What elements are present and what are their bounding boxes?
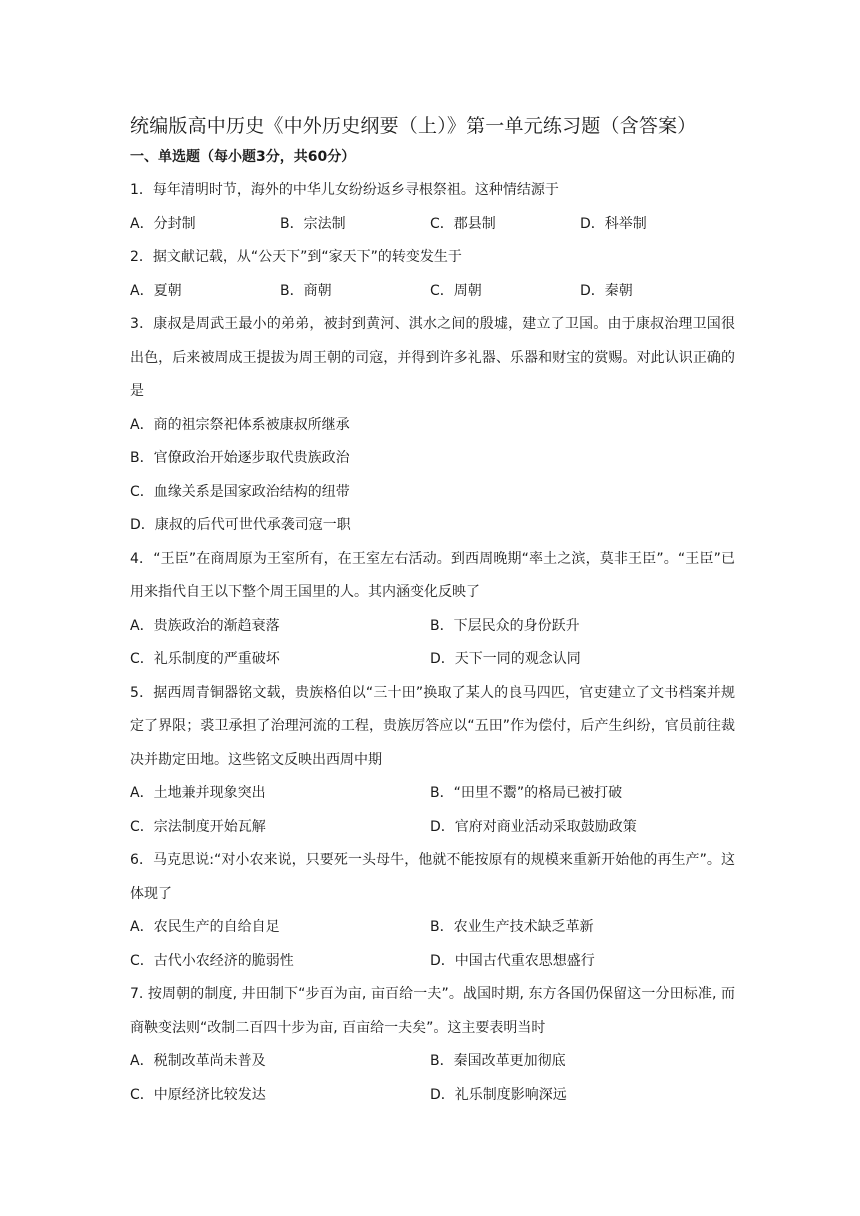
option-letter: B． — [430, 785, 454, 801]
option-text: 秦国改革更加彻底 — [453, 1053, 566, 1069]
option-text: 血缘关系是国家政治结构的纽带 — [153, 483, 350, 500]
answer-options — [130, 911, 735, 978]
option-letter: C． — [130, 651, 154, 667]
option-text: 宗法制 — [303, 215, 346, 232]
answer-option-a — [130, 275, 280, 309]
question-stem: 1．每年清明时节，海外的中华儿女纷纷返乡寻根祭祖。这种情结源于 — [130, 182, 559, 198]
option-text: 中国古代重农思想盛行 — [454, 952, 595, 969]
option-text: 宗法制度开始瓦解 — [153, 818, 266, 835]
answer-option-b — [430, 911, 730, 945]
option-letter: B． — [430, 1053, 454, 1069]
answer-options — [130, 777, 735, 844]
answer-option-c — [430, 208, 580, 242]
option-letter: A． — [130, 785, 154, 801]
answer-option-a — [130, 610, 430, 644]
answer-options — [130, 409, 735, 543]
question-stem: 5．据西周青铜器铭文载，贵族格伯以“三十田”换取了某人的良马四匹，官吏建立了文书档案并规定了界限；裘卫承担了治理河流的工程，贵族厉答应以“五田”作为偿付，后产生纠纷，官员前往裁决并勘定田地。这些铭文反映出西周中期 — [130, 684, 735, 768]
answer-options — [130, 208, 735, 242]
question-stem: 3．康叔是周武王最小的弟弟，被封到黄河、淇水之间的殷墟，建立了卫国。由于康叔治理卫国很出色，后来被周成王提拔为周王朝的司寇，并得到许多礼器、乐器和财宝的赏赐。对此认识正确的是 — [130, 316, 735, 399]
option-letter: A． — [130, 919, 154, 935]
option-text: 下层民众的身份跃升 — [453, 617, 580, 634]
option-letter: B． — [430, 617, 454, 634]
answer-option-c — [130, 476, 735, 510]
option-letter: C． — [430, 282, 454, 299]
answer-option-b — [280, 208, 430, 242]
option-text: 税制改革尚未普及 — [153, 1053, 266, 1069]
question-1 — [130, 174, 735, 241]
option-letter: D． — [430, 818, 455, 835]
question-5 — [130, 677, 735, 845]
option-text: 官僚政治开始逐步取代贵族政治 — [153, 450, 350, 466]
option-text: 礼乐制度的严重破坏 — [153, 651, 280, 667]
section-heading: 一、单选题（每小题3分，共60分） — [130, 149, 356, 165]
answer-option-b — [430, 610, 730, 644]
option-text: 科举制 — [604, 215, 647, 232]
answer-option-c — [130, 1079, 430, 1113]
answer-option-b — [280, 275, 430, 309]
answer-option-b — [430, 777, 730, 811]
option-letter: B． — [430, 919, 454, 935]
option-letter: D． — [580, 215, 605, 232]
question-stem: 6．马克思说:“对小农来说，只要死一头母牛，他就不能按原有的规模来重新开始他的再生产”。这体现了 — [130, 852, 735, 902]
option-letter: D． — [580, 282, 605, 299]
option-letter: B． — [280, 282, 304, 299]
option-text: 夏朝 — [153, 282, 182, 299]
option-letter: C． — [130, 952, 154, 969]
option-text: “田里不鬻”的格局已被打破 — [453, 785, 623, 801]
question-2 — [130, 241, 735, 308]
option-letter: B． — [280, 215, 304, 232]
answer-options — [130, 1045, 735, 1112]
option-letter: D． — [430, 1086, 455, 1103]
option-text: 分封制 — [153, 215, 196, 232]
answer-option-a — [130, 208, 280, 242]
worksheet-page — [130, 112, 735, 1112]
answer-option-b — [130, 442, 735, 476]
question-stem: 4．“王臣”在商周原为王室所有，在王室左右活动。到西周晚期“率土之滨，莫非王臣”。“王臣”已用来指代自王以下整个周王国里的人。其内涵变化反映了 — [130, 550, 735, 600]
option-text: 农民生产的自给自足 — [153, 919, 280, 935]
answer-option-a — [130, 1045, 430, 1079]
answer-option-c — [130, 643, 430, 677]
option-text: 商的祖宗祭祀体系被康叔所继承 — [153, 416, 350, 433]
option-text: 天下一同的观念认同 — [454, 651, 581, 667]
option-text: 郡县制 — [453, 215, 496, 232]
option-text: 礼乐制度影响深远 — [454, 1086, 567, 1103]
question-6 — [130, 844, 735, 978]
option-letter: A． — [130, 1053, 154, 1069]
answer-option-d — [430, 945, 730, 979]
option-text: 农业生产技术缺乏革新 — [453, 919, 594, 935]
option-text: 康叔的后代可世代承袭司寇一职 — [154, 517, 351, 533]
option-letter: A． — [130, 416, 154, 433]
answer-options — [130, 275, 735, 309]
question-7 — [130, 978, 735, 1112]
answer-option-c — [130, 811, 430, 845]
answer-options — [130, 610, 735, 677]
answer-option-d — [580, 275, 730, 309]
answer-option-a — [130, 409, 735, 443]
option-text: 周朝 — [453, 282, 482, 299]
option-letter: D． — [430, 651, 455, 667]
question-3 — [130, 308, 735, 543]
option-letter: D． — [130, 517, 155, 533]
option-text: 土地兼并现象突出 — [153, 785, 266, 801]
option-letter: D． — [430, 952, 455, 969]
answer-option-c — [130, 945, 430, 979]
option-letter: A． — [130, 215, 154, 232]
answer-option-d — [130, 509, 735, 543]
answer-option-d — [430, 1079, 730, 1113]
option-text: 古代小农经济的脆弱性 — [153, 952, 294, 969]
question-stem: 2．据文献记载，从“公天下”到“家天下”的转变发生于 — [130, 249, 462, 265]
option-letter: A． — [130, 282, 154, 299]
option-text: 贵族政治的渐趋衰落 — [153, 617, 280, 634]
option-letter: C． — [130, 818, 154, 835]
document-title: 统编版高中历史《中外历史纲要（上）》第一单元练习题（含答案） — [130, 115, 697, 137]
option-letter: B． — [130, 450, 154, 466]
question-4 — [130, 543, 735, 677]
answer-option-d — [580, 208, 730, 242]
option-text: 官府对商业活动采取鼓励政策 — [454, 818, 637, 835]
answer-option-a — [130, 777, 430, 811]
question-stem: 7. 按周朝的制度, 井田制下“步百为亩, 亩百给一夫”。战国时期, 东方各国仍保留这一分田标准, 而商鞅变法则“改制二百四十步为亩, 百亩给一夫矣”。这主要表明当时 — [130, 986, 735, 1036]
option-text: 秦朝 — [604, 282, 633, 299]
option-letter: C． — [130, 483, 154, 500]
answer-option-d — [430, 811, 730, 845]
option-letter: A． — [130, 617, 154, 634]
answer-option-b — [430, 1045, 730, 1079]
option-text: 中原经济比较发达 — [153, 1086, 266, 1103]
answer-option-a — [130, 911, 430, 945]
question-list — [130, 174, 735, 1112]
option-text: 商朝 — [303, 282, 332, 299]
answer-option-c — [430, 275, 580, 309]
option-letter: C． — [130, 1086, 154, 1103]
answer-option-d — [430, 643, 730, 677]
option-letter: C． — [430, 215, 454, 232]
